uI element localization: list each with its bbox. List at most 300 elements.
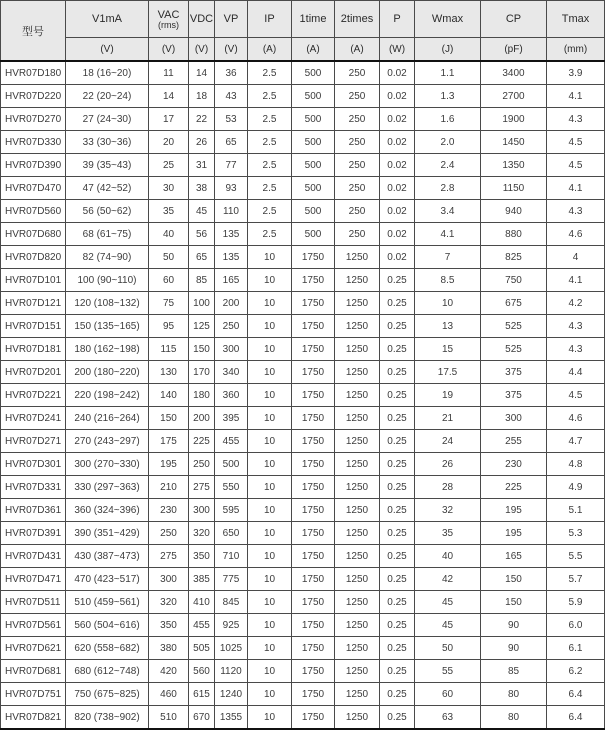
wmax-cell: 1.1 [415, 61, 481, 85]
cp-cell: 150 [481, 591, 547, 614]
vdc-cell: 300 [189, 499, 215, 522]
cp-cell: 1350 [481, 154, 547, 177]
table-row [1, 453, 605, 476]
tmax-cell: 4.1 [547, 85, 605, 108]
v1ma-cell: 22 (20~24) [66, 85, 149, 108]
table-row [1, 85, 605, 108]
vdc-cell: 26 [189, 131, 215, 154]
ip-cell: 2.5 [248, 200, 292, 223]
tmax-cell: 4.6 [547, 407, 605, 430]
ip-cell: 10 [248, 522, 292, 545]
vac-cell: 350 [149, 614, 189, 637]
2times-cell: 1250 [335, 246, 380, 269]
vp-cell: 110 [215, 200, 248, 223]
vp-cell: 340 [215, 361, 248, 384]
model-cell: HVR07D621 [1, 637, 66, 660]
table-row [1, 246, 605, 269]
model-cell: HVR07D220 [1, 85, 66, 108]
col-header-vdc [189, 1, 215, 38]
tmax-cell: 4.1 [547, 177, 605, 200]
v1ma-cell: 33 (30~36) [66, 131, 149, 154]
v1ma-cell: 220 (198~242) [66, 384, 149, 407]
model-cell: HVR07D391 [1, 522, 66, 545]
model-cell: HVR07D180 [1, 61, 66, 85]
p-cell: 0.02 [380, 200, 415, 223]
table-row [1, 683, 605, 706]
v1ma-cell: 330 (297~363) [66, 476, 149, 499]
2times-cell: 250 [335, 131, 380, 154]
p-cell: 0.25 [380, 637, 415, 660]
tmax-cell: 5.9 [547, 591, 605, 614]
vdc-cell: 125 [189, 315, 215, 338]
cp-cell: 230 [481, 453, 547, 476]
table-row [1, 223, 605, 246]
tmax-cell: 6.4 [547, 683, 605, 706]
vdc-cell: 670 [189, 706, 215, 730]
vac-cell: 140 [149, 384, 189, 407]
p-cell: 0.02 [380, 154, 415, 177]
tmax-cell: 4.5 [547, 384, 605, 407]
cp-cell: 255 [481, 430, 547, 453]
vp-cell: 395 [215, 407, 248, 430]
1time-cell: 1750 [292, 430, 335, 453]
v1ma-cell: 390 (351~429) [66, 522, 149, 545]
ip-cell: 10 [248, 361, 292, 384]
vac-cell: 14 [149, 85, 189, 108]
1time-cell: 1750 [292, 361, 335, 384]
col-header-sublabel: (rms) [158, 19, 179, 30]
tmax-cell: 6.0 [547, 614, 605, 637]
model-cell: HVR07D561 [1, 614, 66, 637]
ip-cell: 10 [248, 384, 292, 407]
cp-cell: 80 [481, 706, 547, 730]
v1ma-cell: 56 (50~62) [66, 200, 149, 223]
vdc-cell: 22 [189, 108, 215, 131]
v1ma-cell: 82 (74~90) [66, 246, 149, 269]
ip-cell: 10 [248, 568, 292, 591]
1time-cell: 1750 [292, 591, 335, 614]
vp-cell: 455 [215, 430, 248, 453]
1time-cell: 1750 [292, 660, 335, 683]
vdc-cell: 250 [189, 453, 215, 476]
unit-2times: (A) [335, 38, 380, 62]
ip-cell: 10 [248, 499, 292, 522]
ip-cell: 10 [248, 614, 292, 637]
table-row [1, 292, 605, 315]
model-cell: HVR07D560 [1, 200, 66, 223]
tmax-cell: 4.4 [547, 361, 605, 384]
model-cell: HVR07D681 [1, 660, 66, 683]
ip-cell: 10 [248, 315, 292, 338]
tmax-cell: 4.6 [547, 223, 605, 246]
tmax-cell: 4.8 [547, 453, 605, 476]
p-cell: 0.25 [380, 476, 415, 499]
2times-cell: 1250 [335, 453, 380, 476]
unit-p: (W) [380, 38, 415, 62]
p-cell: 0.02 [380, 85, 415, 108]
table-row [1, 177, 605, 200]
2times-cell: 1250 [335, 683, 380, 706]
vdc-cell: 320 [189, 522, 215, 545]
v1ma-cell: 240 (216~264) [66, 407, 149, 430]
v1ma-cell: 360 (324~396) [66, 499, 149, 522]
tmax-cell: 6.1 [547, 637, 605, 660]
ip-cell: 10 [248, 591, 292, 614]
table-row [1, 131, 605, 154]
ip-cell: 10 [248, 545, 292, 568]
ip-cell: 10 [248, 683, 292, 706]
p-cell: 0.25 [380, 545, 415, 568]
vdc-cell: 410 [189, 591, 215, 614]
p-cell: 0.02 [380, 61, 415, 85]
wmax-cell: 8.5 [415, 269, 481, 292]
vp-cell: 1240 [215, 683, 248, 706]
p-cell: 0.25 [380, 453, 415, 476]
col-header-label: VDC [189, 13, 214, 25]
cp-cell: 525 [481, 315, 547, 338]
1time-cell: 500 [292, 177, 335, 200]
vp-cell: 43 [215, 85, 248, 108]
wmax-cell: 4.1 [415, 223, 481, 246]
v1ma-cell: 200 (180~220) [66, 361, 149, 384]
vp-cell: 925 [215, 614, 248, 637]
wmax-cell: 60 [415, 683, 481, 706]
unit-tmax: (mm) [547, 38, 605, 62]
ip-cell: 2.5 [248, 85, 292, 108]
model-cell: HVR07D820 [1, 246, 66, 269]
cp-cell: 940 [481, 200, 547, 223]
v1ma-cell: 820 (738~902) [66, 706, 149, 730]
col-header-v1ma [66, 1, 149, 38]
p-cell: 0.25 [380, 315, 415, 338]
vp-cell: 775 [215, 568, 248, 591]
cp-cell: 375 [481, 361, 547, 384]
model-cell: HVR07D270 [1, 108, 66, 131]
vac-cell: 20 [149, 131, 189, 154]
p-cell: 0.02 [380, 131, 415, 154]
1time-cell: 1750 [292, 269, 335, 292]
vdc-cell: 150 [189, 338, 215, 361]
tmax-cell: 4.3 [547, 200, 605, 223]
cp-cell: 2700 [481, 85, 547, 108]
v1ma-cell: 150 (135~165) [66, 315, 149, 338]
unit-1time: (A) [292, 38, 335, 62]
col-header-vac [149, 1, 189, 38]
table-row [1, 522, 605, 545]
p-cell: 0.25 [380, 660, 415, 683]
col-header-ip [248, 1, 292, 38]
header-names-row [1, 1, 605, 38]
vdc-cell: 85 [189, 269, 215, 292]
2times-cell: 250 [335, 108, 380, 131]
v1ma-cell: 120 (108~132) [66, 292, 149, 315]
vp-cell: 650 [215, 522, 248, 545]
tmax-cell: 4.3 [547, 108, 605, 131]
vdc-cell: 170 [189, 361, 215, 384]
vdc-cell: 18 [189, 85, 215, 108]
vp-cell: 1025 [215, 637, 248, 660]
wmax-cell: 1.3 [415, 85, 481, 108]
1time-cell: 500 [292, 200, 335, 223]
tmax-cell: 4.5 [547, 154, 605, 177]
ip-cell: 2.5 [248, 223, 292, 246]
v1ma-cell: 27 (24~30) [66, 108, 149, 131]
vdc-cell: 275 [189, 476, 215, 499]
2times-cell: 250 [335, 154, 380, 177]
2times-cell: 1250 [335, 568, 380, 591]
2times-cell: 1250 [335, 292, 380, 315]
vdc-cell: 14 [189, 61, 215, 85]
1time-cell: 1750 [292, 637, 335, 660]
header-units-row [1, 38, 605, 62]
vdc-cell: 560 [189, 660, 215, 683]
table-row [1, 338, 605, 361]
col-header-model: 型号 [1, 1, 66, 62]
v1ma-cell: 680 (612~748) [66, 660, 149, 683]
wmax-cell: 45 [415, 614, 481, 637]
1time-cell: 1750 [292, 522, 335, 545]
p-cell: 0.25 [380, 614, 415, 637]
tmax-cell: 5.1 [547, 499, 605, 522]
model-cell: HVR07D301 [1, 453, 66, 476]
unit-ip: (A) [248, 38, 292, 62]
wmax-cell: 13 [415, 315, 481, 338]
cp-cell: 90 [481, 614, 547, 637]
table-row [1, 545, 605, 568]
wmax-cell: 19 [415, 384, 481, 407]
vp-cell: 250 [215, 315, 248, 338]
unit-vac: (V) [149, 38, 189, 62]
cp-cell: 80 [481, 683, 547, 706]
table-row [1, 384, 605, 407]
vac-cell: 150 [149, 407, 189, 430]
model-cell: HVR07D361 [1, 499, 66, 522]
2times-cell: 250 [335, 61, 380, 85]
cp-cell: 85 [481, 660, 547, 683]
cp-cell: 525 [481, 338, 547, 361]
col-header-2times [335, 1, 380, 38]
col-header-label: 1time [299, 13, 327, 25]
vp-cell: 65 [215, 131, 248, 154]
wmax-cell: 10 [415, 292, 481, 315]
vac-cell: 17 [149, 108, 189, 131]
ip-cell: 2.5 [248, 177, 292, 200]
v1ma-cell: 270 (243~297) [66, 430, 149, 453]
model-cell: HVR07D511 [1, 591, 66, 614]
vp-cell: 1355 [215, 706, 248, 730]
model-cell: HVR07D201 [1, 361, 66, 384]
tmax-cell: 6.2 [547, 660, 605, 683]
p-cell: 0.02 [380, 108, 415, 131]
vp-cell: 93 [215, 177, 248, 200]
2times-cell: 1250 [335, 522, 380, 545]
wmax-cell: 26 [415, 453, 481, 476]
p-cell: 0.25 [380, 292, 415, 315]
1time-cell: 500 [292, 61, 335, 85]
2times-cell: 1250 [335, 430, 380, 453]
v1ma-cell: 300 (270~330) [66, 453, 149, 476]
unit-v1ma: (V) [66, 38, 149, 62]
1time-cell: 1750 [292, 614, 335, 637]
tmax-cell: 4.9 [547, 476, 605, 499]
1time-cell: 1750 [292, 246, 335, 269]
2times-cell: 1250 [335, 545, 380, 568]
ip-cell: 2.5 [248, 154, 292, 177]
model-cell: HVR07D241 [1, 407, 66, 430]
table-row [1, 568, 605, 591]
1time-cell: 1750 [292, 453, 335, 476]
vdc-cell: 31 [189, 154, 215, 177]
2times-cell: 1250 [335, 499, 380, 522]
col-header-1time [292, 1, 335, 38]
p-cell: 0.02 [380, 246, 415, 269]
wmax-cell: 15 [415, 338, 481, 361]
unit-cp: (pF) [481, 38, 547, 62]
col-header-label: Tmax [561, 13, 590, 25]
vdc-cell: 225 [189, 430, 215, 453]
vp-cell: 200 [215, 292, 248, 315]
1time-cell: 1750 [292, 476, 335, 499]
p-cell: 0.02 [380, 223, 415, 246]
vdc-cell: 385 [189, 568, 215, 591]
vac-cell: 195 [149, 453, 189, 476]
model-cell: HVR07D390 [1, 154, 66, 177]
1time-cell: 1750 [292, 384, 335, 407]
col-header-label: Wmax [431, 13, 464, 25]
wmax-cell: 2.4 [415, 154, 481, 177]
table-row [1, 108, 605, 131]
tmax-cell: 4 [547, 246, 605, 269]
col-header-label: VP [223, 13, 239, 25]
1time-cell: 1750 [292, 407, 335, 430]
vp-cell: 135 [215, 246, 248, 269]
1time-cell: 1750 [292, 683, 335, 706]
model-cell: HVR07D330 [1, 131, 66, 154]
v1ma-cell: 47 (42~52) [66, 177, 149, 200]
table-row [1, 154, 605, 177]
vp-cell: 710 [215, 545, 248, 568]
vac-cell: 250 [149, 522, 189, 545]
v1ma-cell: 560 (504~616) [66, 614, 149, 637]
vac-cell: 50 [149, 246, 189, 269]
vac-cell: 175 [149, 430, 189, 453]
v1ma-cell: 100 (90~110) [66, 269, 149, 292]
col-header-vp [215, 1, 248, 38]
vdc-cell: 38 [189, 177, 215, 200]
vac-cell: 275 [149, 545, 189, 568]
wmax-cell: 21 [415, 407, 481, 430]
table-row [1, 637, 605, 660]
p-cell: 0.25 [380, 269, 415, 292]
table-row [1, 476, 605, 499]
vdc-cell: 505 [189, 637, 215, 660]
table-row [1, 614, 605, 637]
cp-cell: 825 [481, 246, 547, 269]
vac-cell: 380 [149, 637, 189, 660]
col-header-label: CP [505, 13, 522, 25]
1time-cell: 1750 [292, 568, 335, 591]
vac-cell: 130 [149, 361, 189, 384]
unit-vp: (V) [215, 38, 248, 62]
vp-cell: 77 [215, 154, 248, 177]
vac-cell: 320 [149, 591, 189, 614]
2times-cell: 1250 [335, 637, 380, 660]
cp-cell: 675 [481, 292, 547, 315]
wmax-cell: 17.5 [415, 361, 481, 384]
unit-vdc: (V) [189, 38, 215, 62]
v1ma-cell: 620 (558~682) [66, 637, 149, 660]
wmax-cell: 28 [415, 476, 481, 499]
model-cell: HVR07D471 [1, 568, 66, 591]
1time-cell: 1750 [292, 545, 335, 568]
wmax-cell: 7 [415, 246, 481, 269]
vdc-cell: 45 [189, 200, 215, 223]
model-cell: HVR07D431 [1, 545, 66, 568]
col-header-label: IP [264, 13, 275, 25]
2times-cell: 1250 [335, 269, 380, 292]
tmax-cell: 4.3 [547, 338, 605, 361]
v1ma-cell: 180 (162~198) [66, 338, 149, 361]
2times-cell: 1250 [335, 315, 380, 338]
cp-cell: 90 [481, 637, 547, 660]
wmax-cell: 35 [415, 522, 481, 545]
model-cell: HVR07D271 [1, 430, 66, 453]
vp-cell: 300 [215, 338, 248, 361]
ip-cell: 10 [248, 246, 292, 269]
1time-cell: 1750 [292, 706, 335, 730]
table-row [1, 200, 605, 223]
p-cell: 0.25 [380, 361, 415, 384]
model-cell: HVR07D101 [1, 269, 66, 292]
table-row [1, 591, 605, 614]
vac-cell: 40 [149, 223, 189, 246]
model-cell: HVR07D821 [1, 706, 66, 730]
table-row [1, 706, 605, 730]
wmax-cell: 2.0 [415, 131, 481, 154]
wmax-cell: 2.8 [415, 177, 481, 200]
1time-cell: 500 [292, 108, 335, 131]
table-row [1, 269, 605, 292]
tmax-cell: 4.1 [547, 269, 605, 292]
tmax-cell: 5.5 [547, 545, 605, 568]
ip-cell: 10 [248, 660, 292, 683]
p-cell: 0.25 [380, 499, 415, 522]
vac-cell: 420 [149, 660, 189, 683]
wmax-cell: 3.4 [415, 200, 481, 223]
vdc-cell: 56 [189, 223, 215, 246]
v1ma-cell: 18 (16~20) [66, 61, 149, 85]
ip-cell: 10 [248, 453, 292, 476]
vac-cell: 510 [149, 706, 189, 730]
ip-cell: 10 [248, 706, 292, 730]
tmax-cell: 4.5 [547, 131, 605, 154]
vdc-cell: 65 [189, 246, 215, 269]
vp-cell: 595 [215, 499, 248, 522]
1time-cell: 1750 [292, 292, 335, 315]
unit-wmax: (J) [415, 38, 481, 62]
tmax-cell: 4.3 [547, 315, 605, 338]
2times-cell: 250 [335, 200, 380, 223]
table-row [1, 315, 605, 338]
v1ma-cell: 470 (423~517) [66, 568, 149, 591]
2times-cell: 1250 [335, 338, 380, 361]
ip-cell: 10 [248, 269, 292, 292]
model-cell: HVR07D221 [1, 384, 66, 407]
tmax-cell: 4.7 [547, 430, 605, 453]
vac-cell: 11 [149, 61, 189, 85]
cp-cell: 1900 [481, 108, 547, 131]
p-cell: 0.25 [380, 706, 415, 730]
